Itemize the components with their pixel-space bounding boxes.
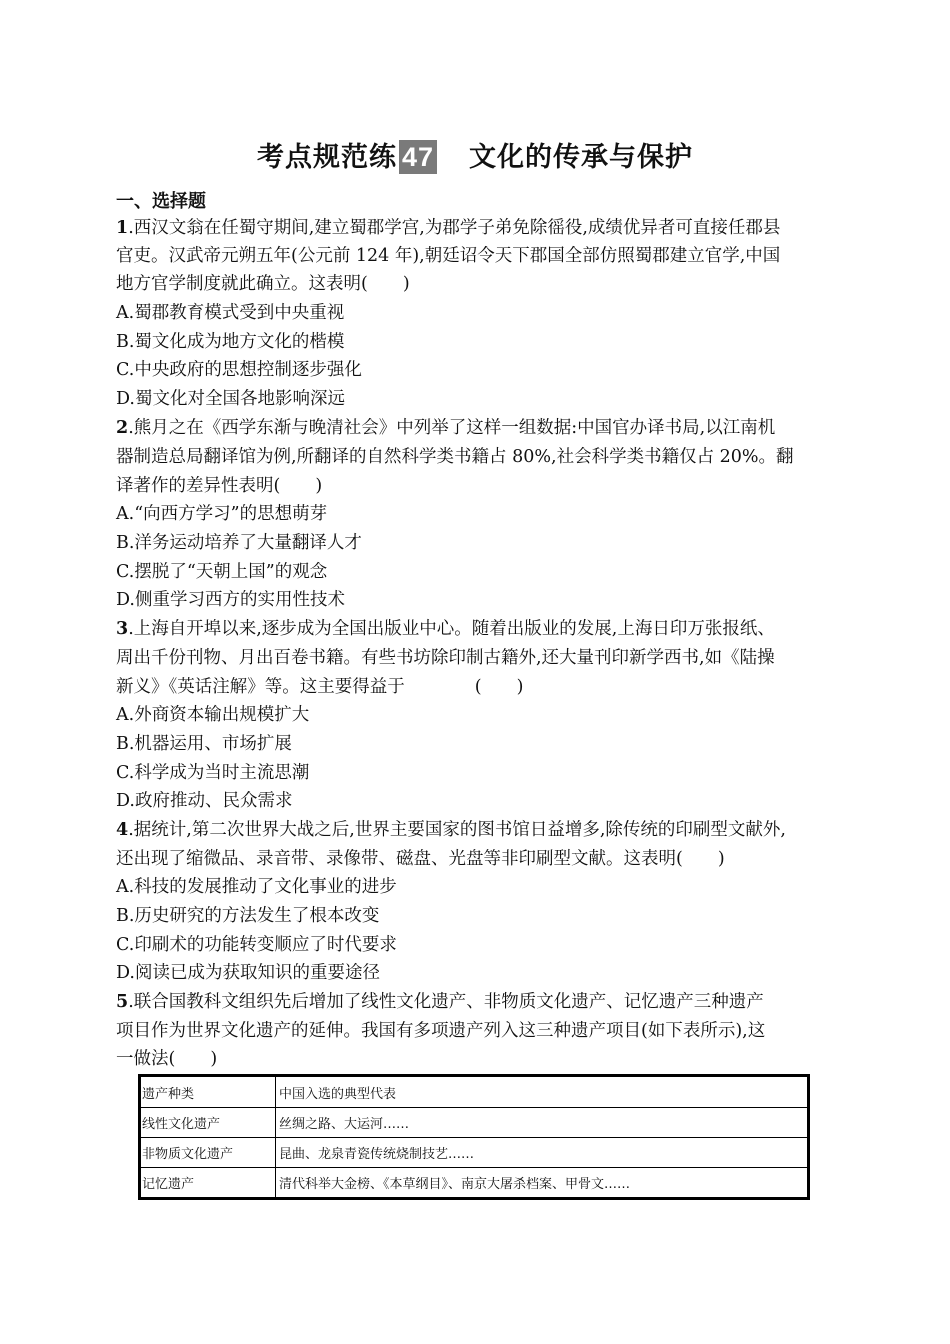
question-2-line-2: 器制造总局翻译馆为例,所翻译的自然科学类书籍占 80%,社会科学类书籍仅占 20%。翻 — [116, 447, 794, 467]
question-1-option-a: A.蜀郡教育模式受到中央重视 — [116, 303, 345, 323]
question-3-line-1: 3.上海自开埠以来,逐步成为全国出版业中心。随着出版业的发展,上海日印万张报纸、 — [116, 619, 775, 639]
question-2-line-1: 2.熊月之在《西学东渐与晚清社会》中列举了这样一组数据:中国官办译书局,以江南机 — [116, 418, 776, 438]
question-4-option-a: A.科技的发展推动了文化事业的进步 — [116, 877, 397, 897]
question-4-option-d: D.阅读已成为获取知识的重要途径 — [116, 963, 380, 983]
table-cell: 非物质文化遗产 — [140, 1138, 276, 1168]
title-main: 文化的传承与保护 — [469, 142, 694, 173]
question-2-option-a: A.“向西方学习”的思想萌芽 — [116, 504, 328, 524]
question-3-option-b: B.机器运用、市场扩展 — [116, 734, 292, 754]
question-1-line-1: 1.西汉文翁在任蜀守期间,建立蜀郡学宫,为郡学子弟免除徭役,成绩优异者可直接任郡县 — [116, 218, 781, 238]
question-number: 5 — [116, 992, 129, 1012]
question-2-option-b: B.洋务运动培养了大量翻译人才 — [116, 533, 362, 553]
table-cell: 线性文化遗产 — [140, 1108, 276, 1138]
table-row — [140, 1168, 809, 1199]
question-3-line-3: 新义》《英话注解》等。这主要得益于 ( ) — [116, 677, 524, 697]
page-title — [0, 138, 950, 178]
table-cell: 丝绸之路、大运河…… — [276, 1108, 809, 1138]
question-1-line-2: 官吏。汉武帝元朔五年(公元前 124 年),朝廷诏令天下郡国全部仿照蜀郡建立官学,中国 — [116, 246, 781, 266]
question-number: 1 — [116, 218, 129, 238]
question-1-option-b: B.蜀文化成为地方文化的楷模 — [116, 332, 345, 352]
question-1-option-c: C.中央政府的思想控制逐步强化 — [116, 360, 362, 380]
heritage-table — [138, 1074, 810, 1200]
question-4-line-2: 还出现了缩微品、录音带、录像带、磁盘、光盘等非印刷型文献。这表明( ) — [116, 849, 725, 869]
table-header-row — [140, 1076, 809, 1108]
table-row — [140, 1108, 809, 1138]
question-2-option-c: C.摆脱了“天朝上国”的观念 — [116, 562, 328, 582]
question-5-line-3: 一做法( ) — [116, 1049, 218, 1069]
question-3-option-a: A.外商资本输出规模扩大 — [116, 705, 310, 725]
table-row — [140, 1138, 809, 1168]
title-number-badge: 47 — [399, 140, 437, 174]
table-cell: 昆曲、龙泉青瓷传统烧制技艺…… — [276, 1138, 809, 1168]
question-4-option-c: C.印刷术的功能转变顺应了时代要求 — [116, 935, 397, 955]
question-3-option-c: C.科学成为当时主流思潮 — [116, 763, 310, 783]
question-3-option-d: D.政府推动、民众需求 — [116, 791, 293, 811]
question-number: 2 — [116, 418, 129, 438]
section-heading: 一、选择题 — [116, 191, 206, 212]
question-number: 4 — [116, 820, 129, 840]
question-2-option-d: D.侧重学习西方的实用性技术 — [116, 590, 345, 610]
table-cell: 记忆遗产 — [140, 1168, 276, 1199]
table-header-cell: 中国入选的典型代表 — [276, 1076, 809, 1108]
question-4-option-b: B.历史研究的方法发生了根本改变 — [116, 906, 380, 926]
title-prefix: 考点规范练 — [256, 142, 397, 173]
question-3-line-2: 周出千份刊物、月出百卷书籍。有些书坊除印制古籍外,还大量刊印新学西书,如《陆操 — [116, 648, 775, 668]
question-5-line-2: 项目作为世界文化遗产的延伸。我国有多项遗产列入这三种遗产项目(如下表所示),这 — [116, 1021, 766, 1041]
table-cell: 清代科举大金榜、《本草纲目》、南京大屠杀档案、甲骨文…… — [276, 1168, 809, 1199]
question-1-line-3: 地方官学制度就此确立。这表明( ) — [116, 274, 410, 294]
question-1-option-d: D.蜀文化对全国各地影响深远 — [116, 389, 345, 409]
question-5-line-1: 5.联合国教科文组织先后增加了线性文化遗产、非物质文化遗产、记忆遗产三种遗产 — [116, 992, 764, 1012]
table-header-cell: 遗产种类 — [140, 1076, 276, 1108]
question-number: 3 — [116, 619, 129, 639]
question-2-line-3: 译著作的差异性表明( ) — [116, 476, 323, 496]
question-4-line-1: 4.据统计,第二次世界大战之后,世界主要国家的图书馆日益增多,除传统的印刷型文献外, — [116, 820, 786, 840]
